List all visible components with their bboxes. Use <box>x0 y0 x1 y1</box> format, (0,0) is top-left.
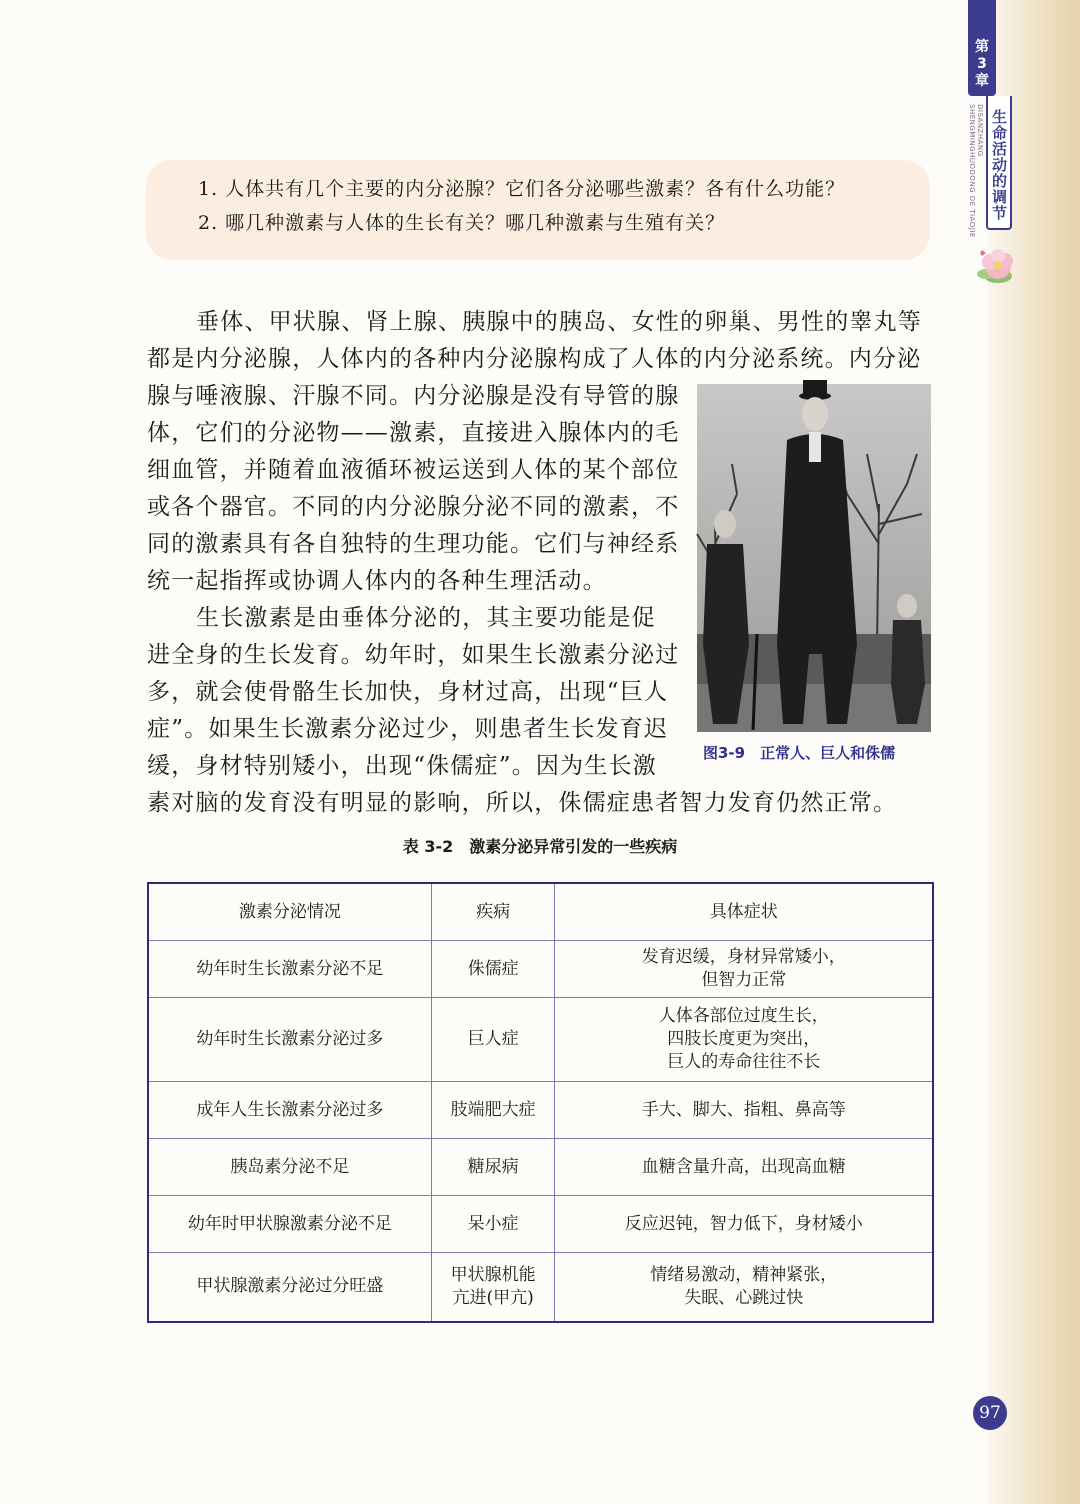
disease-line: 甲状腺机能 <box>450 1264 536 1285</box>
body-line: 症”。如果生长激素分泌过少，则患者生长发育迟 <box>147 716 669 742</box>
flower-icon <box>968 240 1032 288</box>
question-item: 1. 人体共有几个主要的内分泌腺？它们各分泌哪些激素？各有什么功能？ <box>198 178 846 200</box>
disease-cell <box>431 998 555 1082</box>
disease-cell <box>431 941 555 998</box>
table-row <box>148 1139 933 1196</box>
symptom-line: 反应迟钝，智力低下，身材矮小 <box>624 1213 863 1234</box>
table-title: 表 3-2 激素分泌异常引发的一些疾病 <box>402 837 678 856</box>
cause-cell: 幼年时生长激素分泌过多 <box>148 998 431 1082</box>
page-number: 97 <box>973 1396 1007 1430</box>
column-header: 疾病 <box>431 883 555 941</box>
symptom-cell <box>555 1139 933 1196</box>
disease-line: 亢进(甲亢) <box>452 1287 534 1308</box>
chapter-num: 3 <box>977 56 987 72</box>
symptom-line: 手大、脚大、指粗、鼻高等 <box>641 1099 846 1120</box>
symptom-line: 但智力正常 <box>701 970 787 990</box>
cause-cell: 幼年时甲状腺激素分泌不足 <box>148 1196 431 1253</box>
chapter-pinyin: DISANZHANG SHENGMINGHUODONG DE TIAOJIE <box>968 104 984 238</box>
chapter-tab <box>968 0 996 96</box>
symptom-line: 人体各部位过度生长， <box>658 1006 829 1026</box>
symptom-line: 失眠、心跳过快 <box>684 1287 804 1308</box>
symptom-line: 四肢长度更为突出， <box>667 1029 821 1049</box>
body-line: 或各个器官。不同的内分泌腺分泌不同的激素，不 <box>147 494 680 520</box>
disease-table <box>147 882 934 1323</box>
column-header: 激素分泌情况 <box>148 883 431 941</box>
disease-line: 巨人症 <box>467 1029 519 1049</box>
table-row <box>148 998 933 1082</box>
table-row <box>148 1196 933 1253</box>
disease-cell <box>431 1082 555 1139</box>
symptom-line: 情绪易激动，精神紧张， <box>650 1264 838 1285</box>
body-line: 多，就会使骨骼生长加快，身材过高，出现“巨人 <box>147 679 669 705</box>
chapter-char: 第 <box>975 39 989 55</box>
disease-cell <box>431 1253 555 1322</box>
table-row <box>148 1253 933 1322</box>
cause-cell: 幼年时生长激素分泌不足 <box>148 941 431 998</box>
body-line: 进全身的生长发育。幼年时，如果生长激素分泌过 <box>147 642 680 668</box>
table-row <box>148 1082 933 1139</box>
question-item: 2. 哪几种激素与人体的生长有关？哪几种激素与生殖有关？ <box>198 212 726 234</box>
body-line: 同的激素具有各自独特的生理功能。它们与神经系 <box>147 531 680 557</box>
column-header: 具体症状 <box>555 883 933 941</box>
body-line: 素对脑的发育没有明显的影响，所以，侏儒症患者智力发育仍然正常。 <box>147 790 898 816</box>
cause-cell: 成年人生长激素分泌过多 <box>148 1082 431 1139</box>
disease-cell <box>431 1139 555 1196</box>
symptom-cell <box>555 941 933 998</box>
disease-cell <box>431 1196 555 1253</box>
disease-line: 侏儒症 <box>467 958 519 979</box>
symptom-cell <box>555 1253 933 1322</box>
giant-dwarf-photo <box>697 384 931 732</box>
body-line: 体，它们的分泌物——激素，直接进入腺体内的毛 <box>147 420 680 446</box>
symptom-line: 巨人的寿命往往不长 <box>667 1052 821 1072</box>
table-header-row <box>148 883 933 941</box>
body-line: 细血管，并随着血液循环被运送到人体的某个部位 <box>147 457 680 483</box>
body-line: 腺与唾液腺、汗腺不同。内分泌腺是没有导管的腺 <box>147 383 680 409</box>
figure-caption: 图3-9 正常人、巨人和侏儒 <box>703 744 896 762</box>
disease-line: 肢端肥大症 <box>450 1099 536 1120</box>
symptom-cell <box>555 1196 933 1253</box>
chapter-char: 章 <box>975 73 989 89</box>
body-line: 生长激素是由垂体分泌的，其主要功能是促 <box>196 605 656 631</box>
symptom-line: 发育迟缓，身材异常矮小， <box>641 947 846 967</box>
cause-cell: 胰岛素分泌不足 <box>148 1139 431 1196</box>
symptom-cell <box>555 998 933 1082</box>
body-line: 缓，身材特别矮小，出现“侏儒症”。因为生长激 <box>147 753 657 779</box>
cause-cell: 甲状腺激素分泌过分旺盛 <box>148 1253 431 1322</box>
body-line: 垂体、甲状腺、肾上腺、胰腺中的胰岛、女性的卵巢、男性的睾丸等 <box>196 309 922 335</box>
table-row <box>148 941 933 998</box>
body-line: 都是内分泌腺，人体内的各种内分泌腺构成了人体的内分泌系统。内分泌 <box>147 346 922 372</box>
symptom-line: 血糖含量升高，出现高血糖 <box>641 1156 846 1177</box>
section-title-tab: 生命活动的调节 <box>986 96 1012 230</box>
symptom-cell <box>555 1082 933 1139</box>
body-line: 统一起指挥或协调人体内的各种生理活动。 <box>147 568 607 594</box>
disease-line: 糖尿病 <box>467 1156 519 1177</box>
disease-line: 呆小症 <box>467 1213 519 1234</box>
